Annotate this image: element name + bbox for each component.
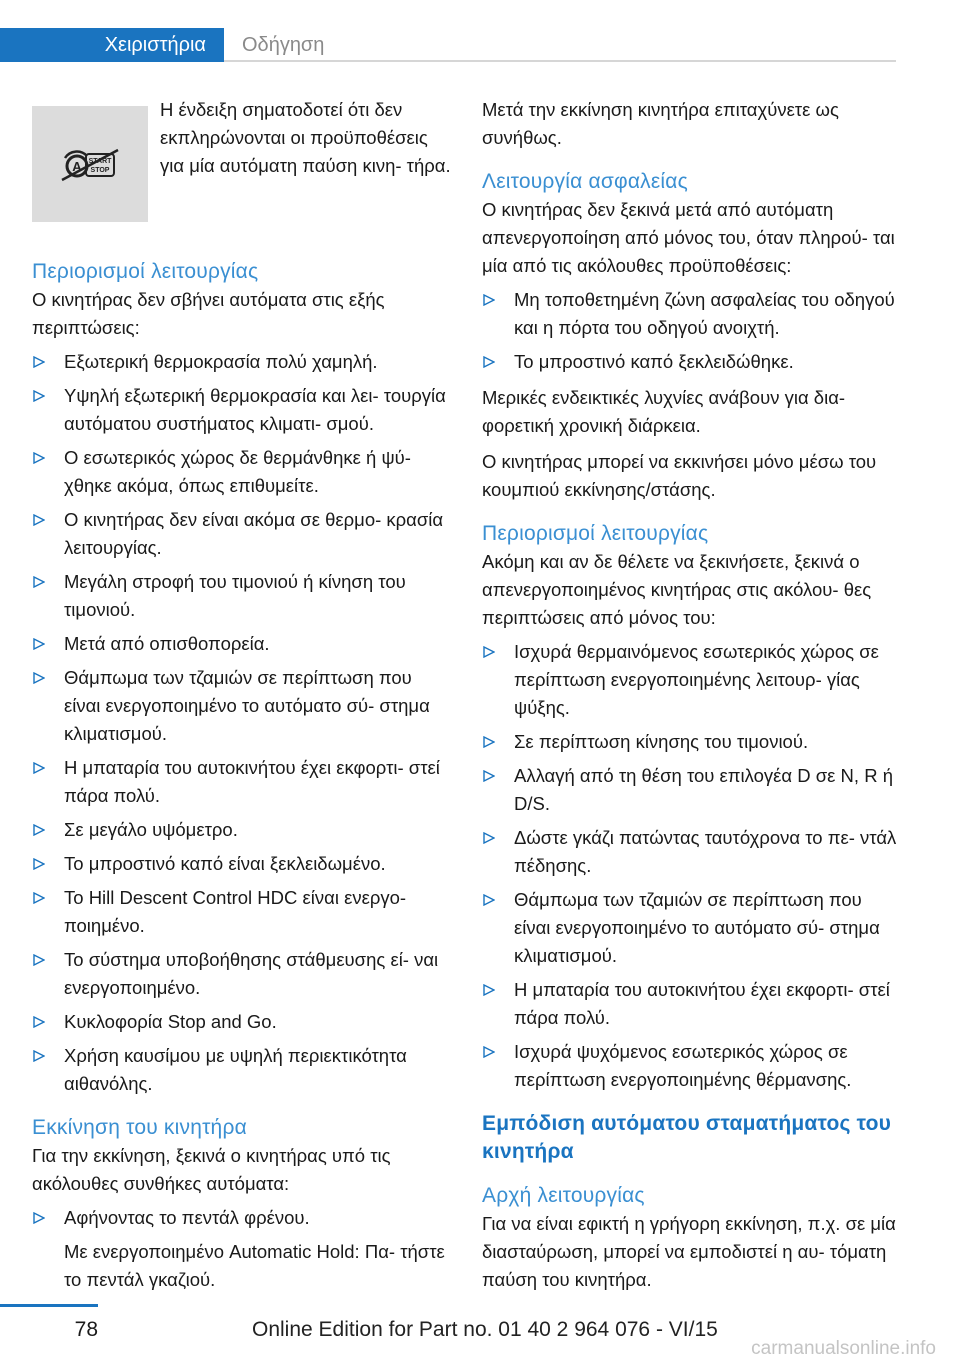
limits2-list (482, 638, 898, 1094)
list-item (32, 444, 452, 500)
list-item (32, 754, 452, 810)
list-item (32, 506, 452, 562)
list-item (482, 762, 898, 818)
list-item (32, 348, 452, 376)
triangle-bullet-icon (32, 630, 50, 658)
left-column (32, 96, 452, 1298)
list-item-text: Αλλαγή από τη θέση του επιλογέα D σε N, R ή D/S. (514, 765, 893, 814)
list-item-text: Υψηλή εξωτερική θερμοκρασία και λει‐ τουργία αυτόματου συστήματος κλιματι‐ σμού. (64, 385, 446, 434)
triangle-bullet-icon (482, 638, 500, 666)
list-item-text: Το σύστημα υποβοήθησης στάθμευσης εί‐ ναι ενεργοποιημένο. (64, 949, 439, 998)
list-item-text: Μεγάλη στροφή του τιμονιού ή κίνηση του τιμονιού. (64, 571, 406, 620)
limits-heading: Περιορισμοί λειτουργίας (32, 260, 259, 283)
triangle-bullet-icon (482, 762, 500, 790)
section-principle (482, 1182, 898, 1294)
triangle-bullet-icon (32, 444, 50, 472)
list-item (482, 286, 898, 342)
tab-driving[interactable]: Οδήγηση (242, 34, 325, 56)
list-item-text: Η μπαταρία του αυτοκινήτου έχει εκφορτι‐ στεί πάρα πολύ. (64, 757, 440, 806)
list-item (482, 886, 898, 970)
section-prevent (482, 1110, 898, 1166)
triangle-bullet-icon (32, 850, 50, 878)
section-start (32, 1114, 452, 1294)
list-item (32, 568, 452, 624)
indicator-description: Η ένδειξη σηματοδοτεί ότι δεν εκπληρώνονται οι προϋποθέσεις για μία αυτόματη παύση κινη‐ τήρα. (160, 99, 451, 176)
triangle-bullet-icon (482, 976, 500, 1004)
safety-list (482, 286, 898, 376)
list-item (32, 382, 452, 438)
prevent-heading: Εμπόδιση αυτόματου σταματήματος του κινητήρα (482, 1112, 892, 1163)
triangle-bullet-icon (32, 946, 50, 974)
list-item-text: Το Hill Descent Control HDC είναι ενεργο‐ ποιημένο. (64, 887, 407, 936)
triangle-bullet-icon (32, 506, 50, 534)
list-item-text: Χρήση καυσίμου με υψηλή περιεκτικότητα αιθανόλης. (64, 1045, 407, 1094)
watermark: carmanualsonline.info (751, 1338, 936, 1359)
start-list (32, 1204, 452, 1294)
list-item-text: Εξωτερική θερμοκρασία πολύ χαμηλή. (64, 351, 378, 372)
auto-start-stop-icon (32, 106, 148, 222)
list-item-text: Κυκλοφορία Stop and Go. (64, 1011, 277, 1032)
principle-text: Για να είναι εφικτή η γρήγορη εκκίνηση, π.χ. σε μία διασταύρωση, μπορεί να εμποδιστεί η αυ‐ τόματη παύση του κινητήρα. (482, 1213, 896, 1290)
list-item-text: Το μπροστινό καπό ξεκλειδώθηκε. (514, 351, 794, 372)
accel-text: Μετά την εκκίνηση κινητήρα επιταχύνετε ως συνήθως. (482, 99, 839, 148)
list-item (482, 348, 898, 376)
safety-intro: Ο κινητήρας δεν ξεκινά μετά από αυτόματη απενεργοποίηση από μόνος του, όταν πληρού‐ ται μία από τις ακόλουθες προϋποθέσεις: (482, 199, 895, 276)
list-item (32, 1204, 452, 1294)
list-item (482, 824, 898, 880)
list-item-text: Ο κινητήρας δεν είναι ακόμα σε θερμο‐ κρασία λειτουργίας. (64, 509, 444, 558)
list-item (32, 850, 452, 878)
svg-text:STOP: STOP (90, 167, 110, 174)
list-item-text: Το μπροστινό καπό είναι ξεκλειδωμένο. (64, 853, 386, 874)
triangle-bullet-icon (482, 824, 500, 852)
list-item-text: Θάμπωμα των τζαμιών σε περίπτωση που είναι ενεργοποιημένο το αυτόματο σύ‐ στημα κλιματισμού. (64, 667, 430, 744)
triangle-bullet-icon (32, 348, 50, 376)
start-item-continuation: Με ενεργοποιημένο Automatic Hold: Πα‐ τήστε το πεντάλ γκαζιού. (64, 1241, 445, 1290)
list-item-text: Σε περίπτωση κίνησης του τιμονιού. (514, 731, 809, 752)
list-item (32, 884, 452, 940)
triangle-bullet-icon (482, 728, 500, 756)
list-item (32, 946, 452, 1002)
limits2-heading: Περιορισμοί λειτουργίας (482, 522, 709, 545)
list-item (32, 630, 452, 658)
edition-footer: Online Edition for Part no. 01 40 2 964 076 - VI/15 (252, 1318, 718, 1341)
triangle-bullet-icon (482, 348, 500, 376)
triangle-bullet-icon (32, 1204, 50, 1232)
triangle-bullet-icon (482, 1038, 500, 1066)
start-item-text: Αφήνοντας το πεντάλ φρένου. (64, 1207, 310, 1228)
right-column (482, 96, 898, 1298)
triangle-bullet-icon (32, 754, 50, 782)
list-item (482, 1038, 898, 1094)
limits2-intro: Ακόμη και αν δε θέλετε να ξεκινήσετε, ξεκινά ο απενεργοποιημένος κινητήρας στις ακόλου‐ θες περιπτώσεις από μόνος του: (482, 551, 872, 628)
list-item-text: Η μπαταρία του αυτοκινήτου έχει εκφορτι‐ στεί πάρα πολύ. (514, 979, 890, 1028)
list-item (32, 1042, 452, 1098)
list-item (482, 976, 898, 1032)
list-item-text: Μετά από οπισθοπορεία. (64, 633, 270, 654)
list-item (32, 816, 452, 844)
triangle-bullet-icon (32, 664, 50, 692)
list-item-text: Δώστε γκάζι πατώντας ταυτόχρονα το πε‐ ντάλ πέδησης. (514, 827, 897, 876)
start-intro: Για την εκκίνηση, ξεκινά ο κινητήρας υπό τις ακόλουθες συνθήκες αυτόματα: (32, 1145, 391, 1194)
triangle-bullet-icon (482, 886, 500, 914)
safety-heading: Λειτουργία ασφαλείας (482, 170, 688, 193)
triangle-bullet-icon (32, 1008, 50, 1036)
triangle-bullet-icon (32, 1042, 50, 1070)
triangle-bullet-icon (32, 568, 50, 596)
principle-heading: Αρχή λειτουργίας (482, 1184, 645, 1207)
list-item-text: Ισχυρά θερμαινόμενος εσωτερικός χώρος σε περίπτωση ενεργοποιημένης λειτουρ‐ γίας ψύξης. (514, 641, 879, 718)
limits-intro: Ο κινητήρας δεν σβήνει αυτόματα στις εξής περιπτώσεις: (32, 289, 385, 338)
triangle-bullet-icon (482, 286, 500, 314)
list-item (32, 1008, 452, 1036)
indicator-image (32, 106, 148, 222)
button-text: Ο κινητήρας μπορεί να εκκινήσει μόνο μέσω του κουμπιού εκκίνησης/στάσης. (482, 451, 877, 500)
svg-text:START: START (88, 158, 112, 165)
list-item-text: Θάμπωμα των τζαμιών σε περίπτωση που είναι ενεργοποιημένο το αυτόματο σύ‐ στημα κλιματισμού. (514, 889, 880, 966)
section-safety (482, 168, 898, 504)
limits-list (32, 348, 452, 1098)
list-item (482, 638, 898, 722)
list-item-text: Ο εσωτερικός χώρος δε θερμάνθηκε ή ψύ‐ χθηκε ακόμα, όπως επιθυμείτε. (64, 447, 411, 496)
svg-text:A: A (72, 159, 82, 174)
list-item-text: Ισχυρά ψυχόμενος εσωτερικός χώρος σε περίπτωση ενεργοποιημένης θέρμανσης. (514, 1041, 852, 1090)
lamps-text: Μερικές ενδεικτικές λυχνίες ανάβουν για δια‐ φορετική χρονική διάρκεια. (482, 387, 846, 436)
indicator-block (32, 96, 452, 242)
section-limits-2 (482, 520, 898, 1094)
section-limits (32, 258, 452, 1098)
triangle-bullet-icon (32, 382, 50, 410)
tab-controls[interactable]: Χειριστήρια (0, 28, 224, 62)
start-heading: Εκκίνηση του κινητήρα (32, 1116, 247, 1139)
list-item (482, 728, 898, 756)
page-number: 78 (74, 1318, 98, 1341)
page-number-rule (0, 1304, 98, 1307)
header-tabbar (0, 0, 960, 62)
list-item (32, 664, 452, 748)
triangle-bullet-icon (32, 884, 50, 912)
header-divider (224, 60, 896, 62)
list-item-text: Μη τοποθετημένη ζώνη ασφαλείας του οδηγού και η πόρτα του οδηγού ανοιχτή. (514, 289, 895, 338)
triangle-bullet-icon (32, 816, 50, 844)
list-item-text: Σε μεγάλο υψόμετρο. (64, 819, 238, 840)
